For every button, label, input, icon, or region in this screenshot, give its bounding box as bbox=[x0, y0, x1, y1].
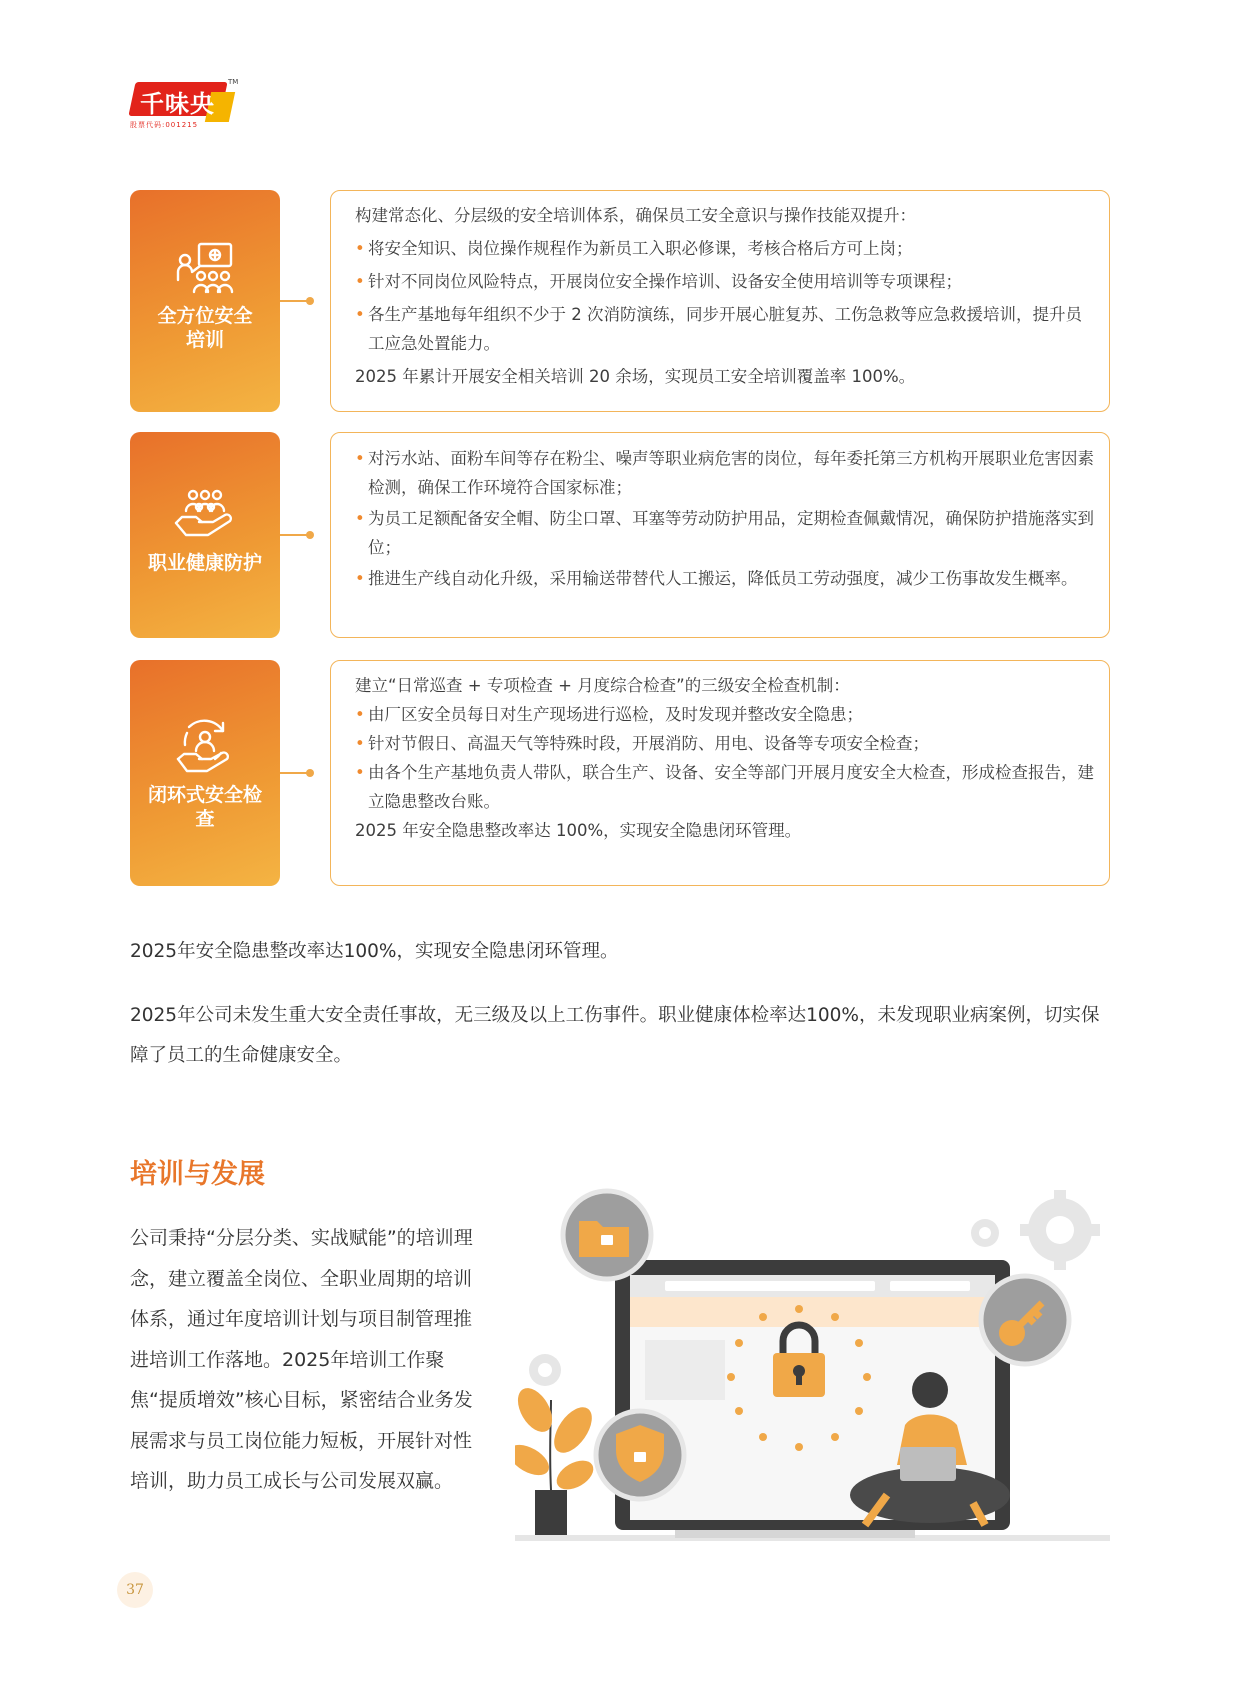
security-illustration bbox=[515, 1185, 1110, 1545]
gear-icon bbox=[529, 1354, 561, 1386]
bullet-item: • 针对节假日、高温天气等特殊时段，开展消防、用电、设备等专项安全检查； bbox=[355, 729, 1095, 758]
safety-training-row bbox=[130, 190, 1110, 412]
body-paragraph: 2025年公司未发生重大安全责任事故，无三级及以上工伤事件。职业健康体检率达100%，未发现职业病案例，切实保障了员工的生命健康安全。 bbox=[130, 1005, 1100, 1066]
training-presentation-icon bbox=[175, 240, 235, 296]
connector-dot bbox=[306, 297, 314, 305]
body-paragraph: 2025年安全隐患整改率达100%，实现安全隐患闭环管理。 bbox=[130, 941, 619, 962]
occupational-health-row bbox=[130, 432, 1110, 638]
safety-training-badge bbox=[130, 190, 280, 412]
bullet-item: • 由厂区安全员每日对生产现场进行巡检，及时发现并整改安全隐患； bbox=[355, 700, 1095, 729]
occupational-health-badge bbox=[130, 432, 280, 638]
address-bar bbox=[665, 1281, 875, 1291]
search-bar bbox=[890, 1281, 970, 1291]
page-banner bbox=[630, 1297, 995, 1327]
gear-icon bbox=[971, 1219, 999, 1247]
closed-loop-inspection-badge bbox=[130, 660, 280, 886]
bullet-item: • 由各个生产基地负责人带队，联合生产、设备、安全等部门开展月度安全大检查，形成检查报告，建立隐患整改台账。 bbox=[355, 758, 1095, 816]
section-title: 培训与发展 bbox=[130, 1159, 265, 1190]
badge-title: 培训 bbox=[185, 329, 224, 351]
bullet-item: • 对污水站、面粉车间等存在粉尘、噪声等职业病危害的岗位，每年委托第三方机构开展职业危害因素检测，确保工作环境符合国家标准； bbox=[355, 444, 1095, 502]
badge-title: 全方位安全 bbox=[157, 305, 253, 327]
badge-title: 职业健康防护 bbox=[147, 552, 262, 574]
bullet-item: • 各生产基地每年组织不少于 2 次消防演练，同步开展心脏复苏、工伤急救等应急救援培训，提升员工应急处置能力。 bbox=[355, 300, 1095, 358]
bullet-item: • 为员工足额配备安全帽、防尘口罩、耳塞等劳动防护用品，定期检查佩戴情况，确保防护措施落实到位； bbox=[355, 504, 1095, 562]
logo-stock-code: 股票代码:001215 bbox=[130, 121, 199, 129]
image-placeholder bbox=[645, 1340, 725, 1400]
bullet-item: • 推进生产线自动化升级，采用输送带替代人工搬运，降低员工劳动强度，减少工伤事故发生概率。 bbox=[355, 564, 1095, 593]
page-number: 37 bbox=[117, 1572, 153, 1608]
key-icon bbox=[981, 1276, 1069, 1364]
closed-loop-inspection-content bbox=[330, 660, 1110, 886]
connector-dot bbox=[306, 531, 314, 539]
connector-dot bbox=[306, 769, 314, 777]
logo-tm: TM bbox=[228, 78, 239, 86]
company-logo bbox=[128, 78, 239, 153]
summary-text: 2025 年安全隐患整改率达 100%，实现安全隐患闭环管理。 bbox=[355, 821, 802, 840]
people-care-hand-icon bbox=[173, 487, 237, 541]
summary-text: 2025 年累计开展安全相关培训 20 余场，实现员工安全培训覆盖率 100%。 bbox=[355, 367, 916, 386]
intro-text: 建立“日常巡查 + 专项检查 + 月度综合检查”的三级安全检查机制： bbox=[355, 676, 850, 695]
badge-title: 闭环式安全检查 bbox=[147, 784, 262, 830]
cycle-person-hand-icon bbox=[175, 715, 235, 775]
bullet-item: • 将安全知识、岗位操作规程作为新员工入职必修课，考核合格后方可上岗； bbox=[355, 234, 1095, 263]
safety-training-content bbox=[330, 190, 1110, 412]
folder-lock-icon bbox=[563, 1191, 651, 1279]
shield-icon bbox=[596, 1411, 684, 1499]
plant-decoration bbox=[515, 1382, 599, 1535]
intro-text: 构建常态化、分层级的安全培训体系，确保员工安全意识与操作技能双提升： bbox=[355, 206, 916, 225]
logo-brand-text: 千味央厨 bbox=[140, 90, 215, 153]
occupational-health-content bbox=[330, 432, 1110, 638]
gear-icon bbox=[1020, 1190, 1100, 1270]
section-body: 公司秉持“分层分类、实战赋能”的培训理念，建立覆盖全岗位、全职业周期的培训体系，通过年度培训计划与项目制管理推进培训工作落地。2025年培训工作聚焦“提质增效”核心目标，紧密结合业务发展需求与员工岗位能力短板，开展针对性培训，助力员工成长与公司发展双赢。 bbox=[130, 1227, 473, 1492]
bullet-item: • 针对不同岗位风险特点，开展岗位安全操作培训、设备安全使用培训等专项课程； bbox=[355, 267, 1095, 296]
monitor-stand bbox=[675, 1530, 915, 1538]
closed-loop-inspection-row bbox=[130, 660, 1110, 886]
